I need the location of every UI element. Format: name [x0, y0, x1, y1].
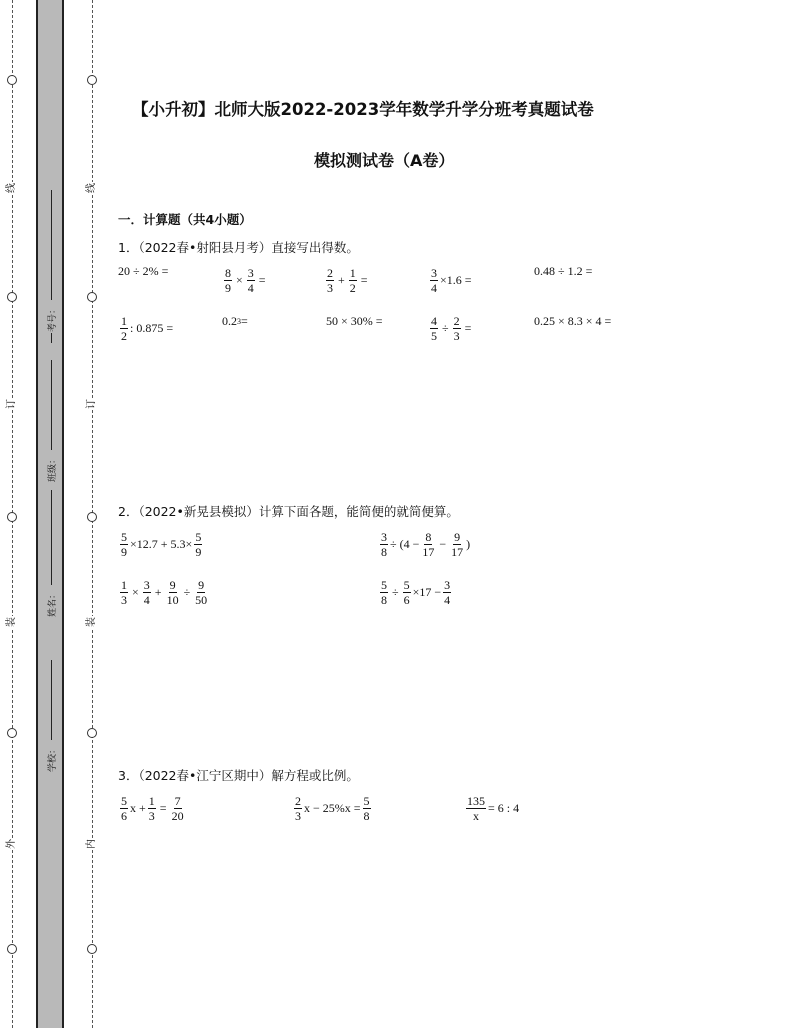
- binding-hole: [87, 728, 97, 738]
- q2-expression-3: $\frac{1}{3}$ × $\frac{3}{4}$ + $\frac{9}{10}$ ÷ $\frac{9}{50}$: [121, 578, 208, 607]
- cut-line-char: 线: [86, 183, 97, 193]
- page-title: 【小升初】北师大版2022-2023学年数学升学分班考真题试卷: [132, 100, 594, 119]
- cut-line-char: 订: [86, 399, 97, 409]
- cut-line-char: 装: [86, 617, 97, 627]
- q3-proportion-3: $\frac{135}{x}$ = 6 : 4: [467, 794, 520, 823]
- binding-hole: [7, 944, 17, 954]
- cut-line-char: 装: [6, 617, 17, 627]
- binding-hole: [7, 728, 17, 738]
- cut-line-char: 外: [6, 839, 17, 849]
- q2-expression-2: $\frac{3}{8}$ ÷ (4 − $\frac{8}{17}$ − $\frac{9}{17}$ ): [381, 530, 471, 559]
- q1-expression-5: 0.48 ÷ 1.2 =: [534, 264, 593, 278]
- q1-expression-8: 50 × 30% =: [326, 314, 383, 328]
- binding-hole: [87, 292, 97, 302]
- cut-line-char: 内: [86, 839, 97, 849]
- question-2-text: 2．（2022•新晃县模拟）计算下面各题，能简便的就简便算。: [118, 504, 459, 519]
- binding-hole: [7, 75, 17, 85]
- binding-hole: [87, 75, 97, 85]
- q1-expression-3: $\frac{2}{3}$ + $\frac{1}{2}$ =: [327, 266, 368, 295]
- binding-hole: [87, 944, 97, 954]
- binding-hole: [7, 292, 17, 302]
- q1-expression-10: 0.25 × 8.3 × 4 =: [534, 314, 612, 328]
- q1-expression-4: $\frac{3}{4}$ ×1.6 =: [431, 266, 472, 295]
- q1-expression-9: $\frac{4}{5}$ ÷ $\frac{2}{3}$ =: [431, 314, 472, 343]
- class-field[interactable]: 班级：: [44, 360, 58, 483]
- school-field[interactable]: 学校：: [44, 660, 58, 773]
- q2-expression-4: $\frac{5}{8}$ ÷ $\frac{5}{6}$ ×17 − $\frac{3}{4}$: [381, 578, 451, 607]
- q3-equation-1: $\frac{5}{6}$ x + $\frac{1}{3}$ = $\frac{7}{20}$: [121, 794, 184, 823]
- page-subtitle: 模拟测试卷（A卷）: [314, 151, 455, 170]
- q3-equation-2: $\frac{2}{3}$ x − 25%x = $\frac{5}{8}$: [295, 794, 370, 823]
- cut-line-char: 线: [6, 183, 17, 193]
- question-3-text: 3．（2022春•江宁区期中）解方程或比例。: [118, 768, 359, 783]
- q2-expression-1: $\frac{5}{9}$ ×12.7 + 5.3× $\frac{5}{9}$: [121, 530, 202, 559]
- section-heading: 一．计算题（共4小题）: [118, 212, 252, 227]
- binding-hole: [87, 512, 97, 522]
- question-1-text: 1．（2022春•射阳县月考）直接写出得数。: [118, 240, 359, 255]
- q1-expression-6: $\frac{1}{2}$ : 0.875 =: [121, 314, 174, 343]
- binding-hole: [7, 512, 17, 522]
- name-field[interactable]: 姓名：: [44, 490, 58, 618]
- q1-expression-2: $\frac{8}{9}$ × $\frac{3}{4}$ =: [225, 266, 266, 295]
- q1-expression-7: 0.2 3 =: [222, 314, 248, 328]
- q1-expression-1: 20 ÷ 2% =: [118, 264, 169, 278]
- exam-number-field[interactable]: 考号：: [44, 190, 58, 343]
- cut-line-char: 订: [6, 399, 17, 409]
